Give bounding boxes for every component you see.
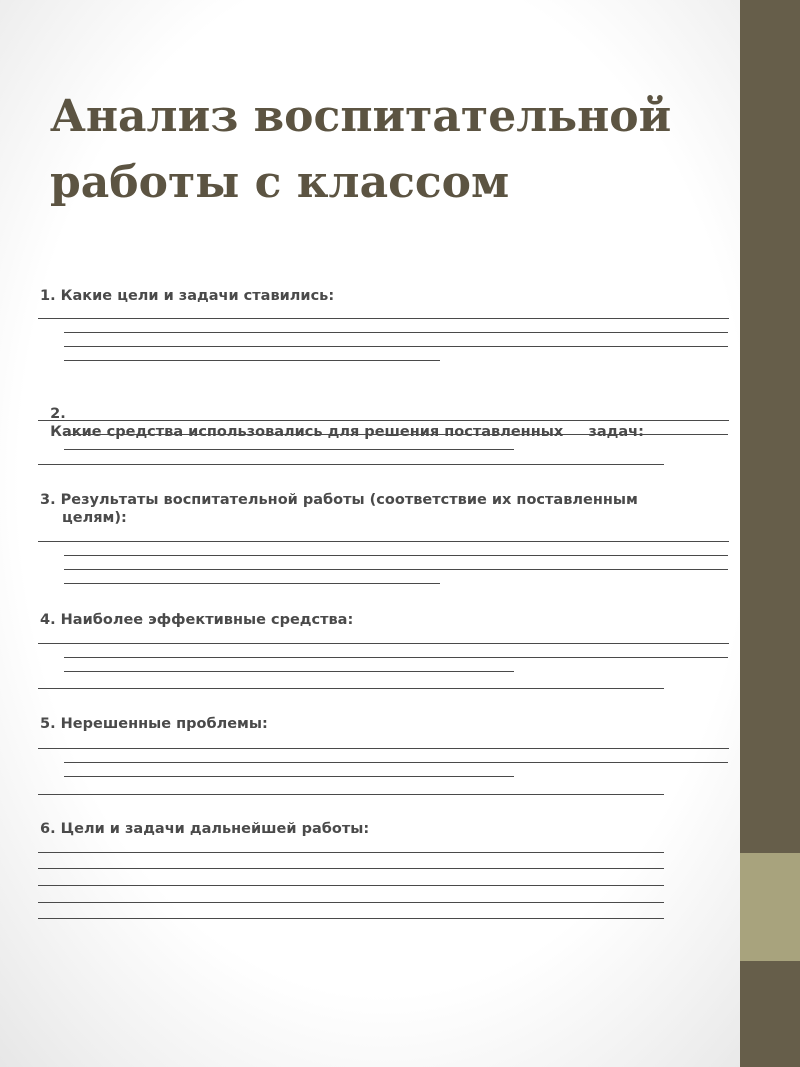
question-text: Какие цели и задачи ставились: [60, 288, 335, 304]
question-number: 4. [40, 612, 56, 628]
question-text: Какие средства использовались для решения поставленных задач: [50, 424, 644, 440]
sidebar-band-bottom [740, 961, 800, 1067]
answer-line[interactable] [38, 748, 729, 749]
answer-line[interactable] [38, 918, 664, 919]
answer-line[interactable] [64, 583, 440, 584]
question-5 [40, 715, 268, 733]
question-text: Результаты воспитательной работы (соответствие их поставленным целям): [60, 492, 638, 526]
decorative-sidebar [740, 0, 800, 1067]
answer-line[interactable] [64, 555, 728, 556]
question-number: 1. [40, 288, 56, 304]
question-2 [40, 387, 644, 441]
answer-line[interactable] [38, 852, 664, 853]
sidebar-band-middle [740, 853, 800, 961]
answer-line[interactable] [64, 569, 728, 570]
question-1 [40, 287, 334, 305]
answer-line[interactable] [64, 762, 728, 763]
question-4 [40, 611, 353, 629]
question-3 [40, 491, 702, 527]
question-text: Наиболее эффективные средства: [60, 612, 354, 628]
answer-line[interactable] [38, 794, 664, 795]
answer-line[interactable] [38, 464, 664, 465]
question-number: 6. [40, 821, 56, 837]
question-number: 3. [40, 492, 56, 508]
answer-line[interactable] [38, 420, 729, 421]
answer-line[interactable] [64, 332, 728, 333]
question-text: Нерешенные проблемы: [60, 716, 268, 732]
question-6 [40, 820, 369, 838]
answer-line[interactable] [64, 657, 728, 658]
sidebar-band-top [740, 0, 800, 853]
answer-line[interactable] [38, 541, 729, 542]
question-text: Цели и задачи дальнейшей работы: [60, 821, 370, 837]
page-title: Анализ воспитательной работы с классом [50, 91, 672, 208]
question-number: 5. [40, 716, 56, 732]
answer-line[interactable] [38, 868, 664, 869]
answer-line[interactable] [38, 318, 729, 319]
answer-line[interactable] [64, 434, 728, 435]
answer-line[interactable] [38, 688, 664, 689]
answer-line[interactable] [38, 885, 664, 886]
answer-line[interactable] [64, 776, 514, 777]
answer-line[interactable] [64, 671, 514, 672]
answer-line[interactable] [64, 346, 728, 347]
answer-line[interactable] [38, 902, 664, 903]
answer-line[interactable] [64, 449, 514, 450]
answer-line[interactable] [38, 643, 729, 644]
answer-line[interactable] [64, 360, 440, 361]
question-number: 2. [50, 406, 66, 422]
